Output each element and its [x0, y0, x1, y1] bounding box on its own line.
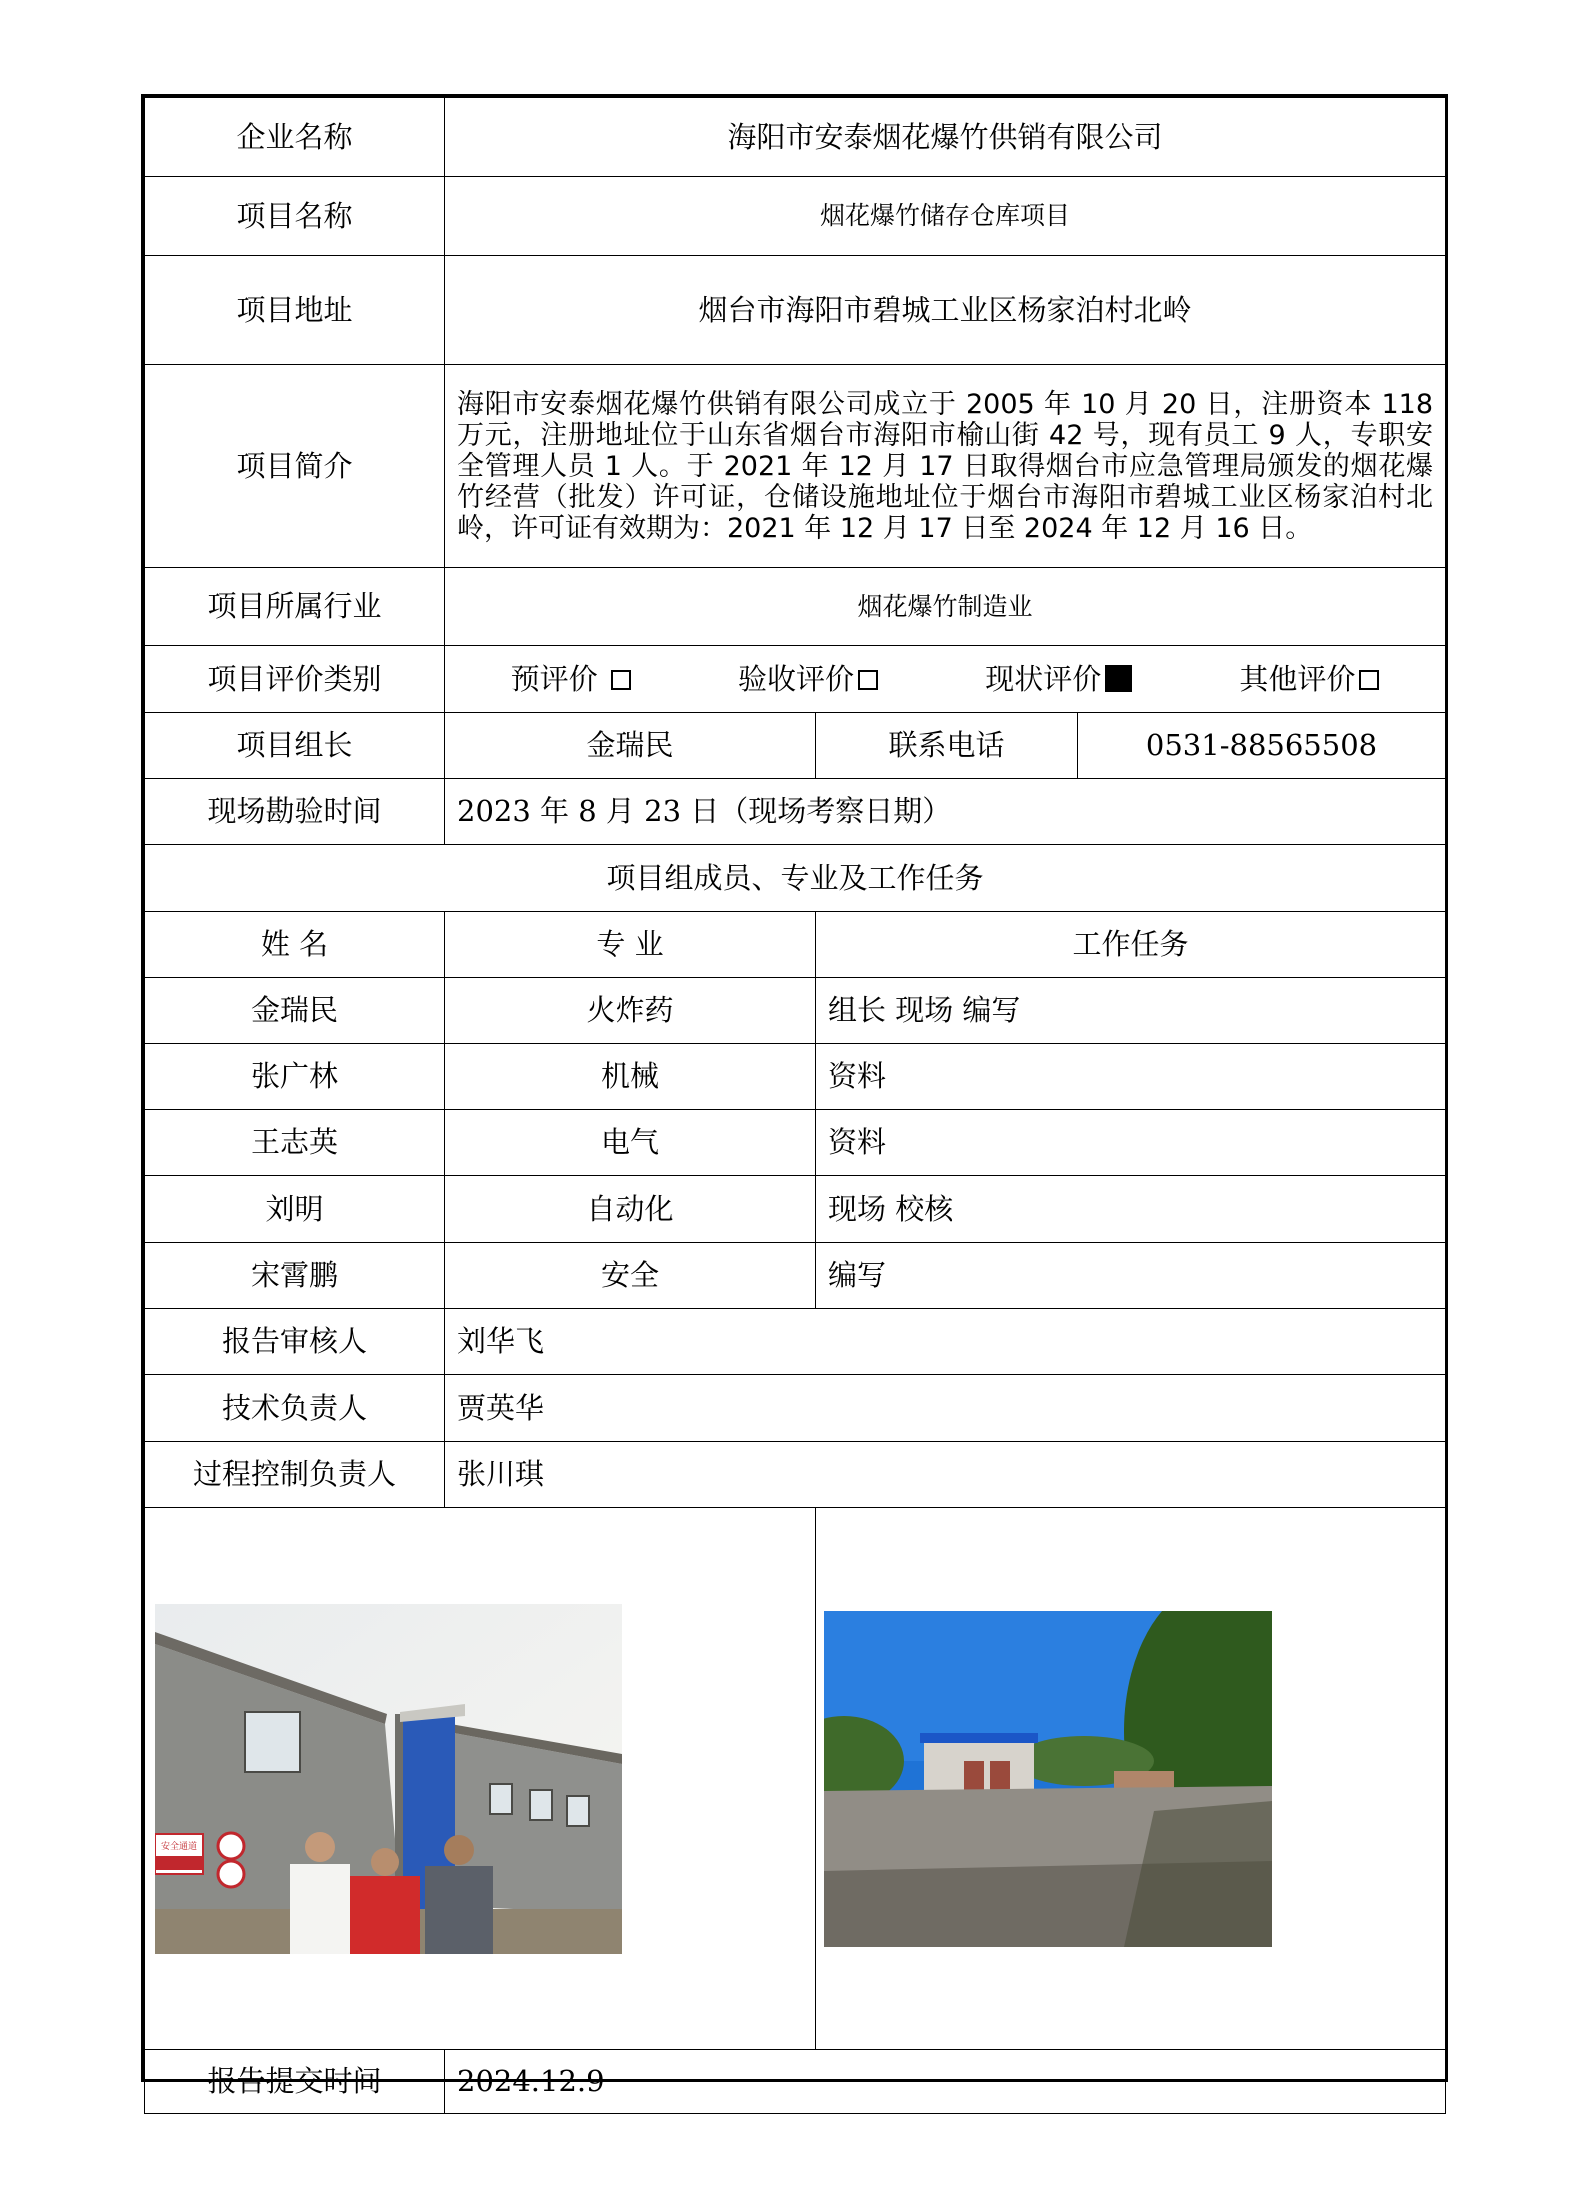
project-name-value: 烟花爆竹储存仓库项目: [445, 177, 1446, 256]
left-photo-cell: [145, 1508, 816, 2050]
member-task: 现场 校核: [816, 1176, 1446, 1243]
member-task: 资料: [816, 1044, 1446, 1110]
header-major: 专 业: [445, 912, 816, 978]
member-major: 电气: [445, 1110, 816, 1176]
company-label: 企业名称: [145, 98, 445, 177]
table-row: [145, 1044, 1446, 1110]
warehouse-people-image: [155, 1604, 622, 1954]
industry-label: 项目所属行业: [145, 568, 445, 646]
warehouse-site-image: [824, 1611, 1272, 1947]
phone-value: 0531-88565508: [1078, 713, 1446, 779]
checkbox-empty-icon: [1359, 670, 1379, 690]
checkbox-empty-icon: [611, 670, 631, 690]
report-form: [141, 94, 1448, 2099]
right-photo-cell: [816, 1508, 1446, 2050]
member-major: 安全: [445, 1243, 816, 1309]
evaluation-type-options: [445, 646, 1446, 713]
survey-time-label: 现场勘验时间: [145, 779, 445, 845]
header-task: 工作任务: [816, 912, 1446, 978]
member-name: 宋霄鹏: [145, 1243, 445, 1309]
leader-label: 项目组长: [145, 713, 445, 779]
warehouse-site-photo: [824, 1611, 1272, 1947]
project-address-label: 项目地址: [145, 256, 445, 365]
header-name: 姓 名: [145, 912, 445, 978]
table-row: [145, 1243, 1446, 1309]
project-intro-label: 项目简介: [145, 365, 445, 568]
option-status-evaluation: 现状评价: [985, 662, 1132, 697]
evaluation-type-label: 项目评价类别: [145, 646, 445, 713]
industry-value: 烟花爆竹制造业: [445, 568, 1446, 646]
info-table: [144, 97, 1446, 2114]
submit-time-label: 报告提交时间: [145, 2050, 445, 2114]
option-acceptance-evaluation: 验收评价: [738, 662, 878, 697]
reviewer-value: 刘华飞: [445, 1309, 1446, 1375]
project-name-label: 项目名称: [145, 177, 445, 256]
members-section-title: 项目组成员、专业及工作任务: [145, 845, 1446, 912]
member-major: 自动化: [445, 1176, 816, 1243]
leader-value: 金瑞民: [445, 713, 816, 779]
process-lead-value: 张川琪: [445, 1442, 1446, 1508]
project-address-value: 烟台市海阳市碧城工业区杨家泊村北岭: [445, 256, 1446, 365]
warehouse-people-photo: [155, 1604, 622, 1954]
member-major: 火炸药: [445, 978, 816, 1044]
member-name: 刘明: [145, 1176, 445, 1243]
checkbox-filled-icon: [1105, 665, 1132, 692]
member-task: 资料: [816, 1110, 1446, 1176]
warning-sign-text: 安全通道: [160, 1842, 198, 1852]
table-row: [145, 1110, 1446, 1176]
company-value: 海阳市安泰烟花爆竹供销有限公司: [445, 98, 1446, 177]
phone-label: 联系电话: [816, 713, 1078, 779]
option-pre-evaluation: 预评价: [511, 662, 631, 697]
member-major: 机械: [445, 1044, 816, 1110]
survey-time-value: 2023 年 8 月 23 日（现场考察日期）: [445, 779, 1446, 845]
member-task: 组长 现场 编写: [816, 978, 1446, 1044]
reviewer-label: 报告审核人: [145, 1309, 445, 1375]
table-row: [145, 978, 1446, 1044]
project-intro-value: 海阳市安泰烟花爆竹供销有限公司成立于 2005 年 10 月 20 日，注册资本 118 万元，注册地址位于山东省烟台市海阳市榆山街 42 号，现有员工 9 人，专职安全管理人员 1 人。于 2021 年 12 月 17 日取得烟台市应急管理局颁发的烟花爆竹经营（批发）许可证，仓储设施地址位于烟台市海阳市碧城工业区杨家泊村北岭，许可证有效期为：2021 年 12 月 17 日至 2024 年 12 月 16 日。: [445, 365, 1446, 568]
member-name: 金瑞民: [145, 978, 445, 1044]
tech-lead-value: 贾英华: [445, 1375, 1446, 1442]
table-row: [145, 1176, 1446, 1243]
checkbox-empty-icon: [858, 670, 878, 690]
member-name: 张广林: [145, 1044, 445, 1110]
process-lead-label: 过程控制负责人: [145, 1442, 445, 1508]
submit-time-value: 2024.12.9: [445, 2050, 1446, 2114]
member-task: 编写: [816, 1243, 1446, 1309]
member-name: 王志英: [145, 1110, 445, 1176]
option-other-evaluation: 其他评价: [1239, 662, 1379, 697]
tech-lead-label: 技术负责人: [145, 1375, 445, 1442]
